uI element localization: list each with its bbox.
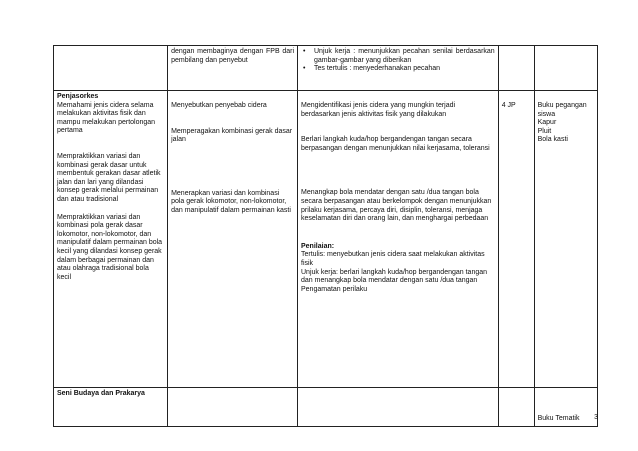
resource-item: Bola kasti — [537, 136, 568, 144]
table-row — [54, 46, 598, 91]
indicator-text: Menerapkan variasi dan kombinasi pola gerak lokomotor, non-lokomotor, dan manipulatif dalam permainan kasti — [171, 189, 291, 214]
resource-item: Buku pegangan siswa — [537, 102, 587, 118]
spacer — [301, 224, 495, 243]
competency-text: Memahami jenis cidera selama melakukan aktivitas fisik dan mampu melakukan pertolongan pertama — [57, 101, 156, 135]
resource-item: Buku Tematik — [537, 415, 580, 423]
spacer — [301, 119, 495, 136]
assessment-bullet-list — [301, 48, 495, 74]
spacer — [301, 153, 495, 189]
table-row — [54, 388, 598, 427]
subject-title: Seni Budaya dan Prakarya — [57, 390, 145, 397]
activity-cell — [298, 91, 499, 388]
resources-cell — [534, 388, 597, 427]
competency-text: Mempraktikkan variasi dan kombinasi gerak dasar untuk membentuk gerakan dasar atletik jalan dan lari yang dilandasi konsep gerak melalui permainan dan atau tradisional — [57, 152, 161, 203]
indicator-cell — [168, 91, 298, 388]
resources-cell — [534, 91, 597, 388]
empty-cell — [54, 46, 168, 91]
spacer — [171, 145, 294, 190]
spacer — [301, 93, 495, 102]
spacer — [57, 205, 164, 214]
spacer — [502, 93, 531, 102]
table-row — [54, 91, 598, 388]
subject-cell — [54, 388, 168, 427]
spacer — [538, 93, 594, 102]
assessment-item: Unjuk kerja: berlari langkah kuda/hop bergandengan tangan dan menangkap bola mendatar dengan satu /dua tangan — [301, 268, 488, 285]
list-item: • Tes tertulis : menyederhanakan pecahan — [314, 65, 495, 74]
page-number: 3 — [594, 414, 598, 421]
assessment-item: Pengamatan perilaku — [301, 285, 368, 293]
time-cell — [498, 91, 534, 388]
empty-cell — [498, 388, 534, 427]
competency-text: Mempraktikkan variasi dan kombinasi pola gerak dasar lokomotor, non-lokomotor, dan manipulatif dalam permainan bola kecil yang dilandasi konsep gerak dalam berbagai permainan dan atau olahraga tradisional bola kecil — [57, 213, 163, 281]
assessment-item: Tertulis: menyebutkan jenis cidera saat melakukan aktivitas fisik — [301, 251, 485, 267]
indicator-text: dengan membaginya dengan FPB dari pembilang dan penyebut — [171, 48, 294, 64]
competency-cell — [54, 91, 168, 388]
activity-text: Berlari langkah kuda/hop bergandengan tangan secara berpasangan dengan menunjukkan nilai kerjasama, toleransi — [301, 136, 490, 152]
list-item: • Unjuk kerja : menunjukkan pecahan senilai berdasarkan gambar-gambar yang diberikan — [314, 48, 495, 65]
resource-item: Kapur — [537, 119, 557, 127]
indicator-text: Memperagakan kombinasi gerak dasar jalan — [171, 127, 293, 144]
assessment-title: Penilaian: — [301, 242, 335, 250]
subject-title: Penjasorkes — [57, 93, 99, 100]
spacer — [57, 136, 164, 153]
empty-cell — [498, 46, 534, 91]
activity-cell — [298, 46, 499, 91]
activity-text: Menangkap bola mendatar dengan satu /dua tangan bola secara berpasangan atau berkelompok dengan menunjukkan prilaku kerjasama, percaya diri, disiplin, toleransi, menjaga keselamatan diri dan orang lain, dan menghargai perbedaan — [301, 189, 492, 223]
lesson-plan-table — [53, 45, 598, 427]
spacer — [171, 111, 294, 128]
activity-text: Mengidentifikasi jenis cidera yang mungkin terjadi berdasarkan jenis aktivitas fisik yang dilakukan — [301, 102, 456, 118]
empty-cell — [298, 388, 499, 427]
indicator-text: Menyebutkan penyebab cidera — [171, 102, 267, 109]
empty-cell — [534, 46, 597, 91]
resource-item: Pluit — [537, 127, 552, 135]
time-allocation: 4 JP — [501, 102, 516, 109]
indicator-cell — [168, 46, 298, 91]
spacer — [171, 93, 294, 102]
empty-cell — [168, 388, 298, 427]
